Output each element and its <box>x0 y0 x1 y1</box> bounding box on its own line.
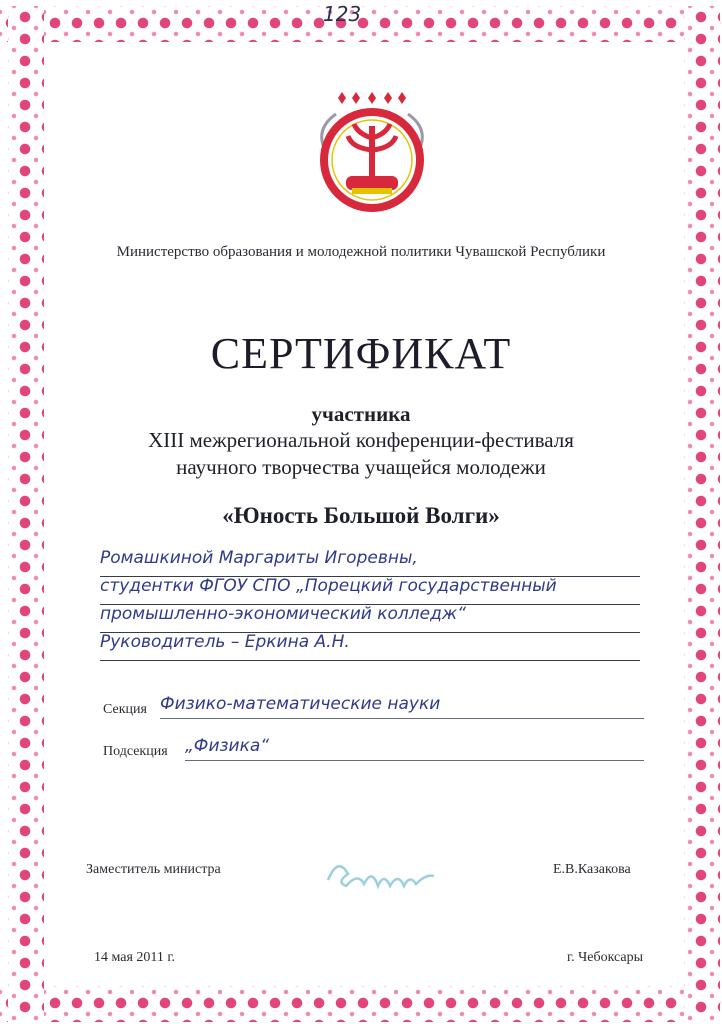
ministry-name: Министерство образования и молодежной политики Чувашской Республики <box>116 244 606 260</box>
chuvash-emblem-icon <box>302 88 442 218</box>
participant-line-2: студентки ФГОУ СПО „Порецкий государственный <box>100 576 640 605</box>
issue-city: г. Чебоксары <box>567 950 644 965</box>
signatory-name: Е.В.Казакова <box>553 862 631 877</box>
event-name: «Юность Большой Волги» <box>222 503 500 528</box>
issue-date: 14 мая 2011 г. <box>94 950 176 965</box>
participant-line-3: промышленно-экономический колледж“ <box>100 604 640 633</box>
ornamental-border-bottom <box>0 986 722 1022</box>
subsection-label: Подсекция <box>103 744 168 759</box>
subsection-value: „Физика“ <box>185 736 644 761</box>
participant-line-1: Ромашкиной Маргариты Игоревны, <box>100 548 640 577</box>
subtitle-topic: научного творчества учащейся молодежи <box>176 455 546 479</box>
certificate-title: СЕРТИФИКАТ <box>210 329 512 378</box>
signatory-position: Заместитель министра <box>86 862 221 877</box>
participant-line-4: Руководитель – Еркина А.Н. <box>100 632 640 661</box>
page-number: 123 <box>323 2 362 26</box>
subtitle-conference: XIII межрегиональной конференции-фестиваля <box>148 428 574 452</box>
subtitle-participant: участника <box>311 402 411 426</box>
section-label: Секция <box>103 702 147 717</box>
signature-icon <box>320 850 450 898</box>
section-value: Физико-математические науки <box>160 694 644 719</box>
